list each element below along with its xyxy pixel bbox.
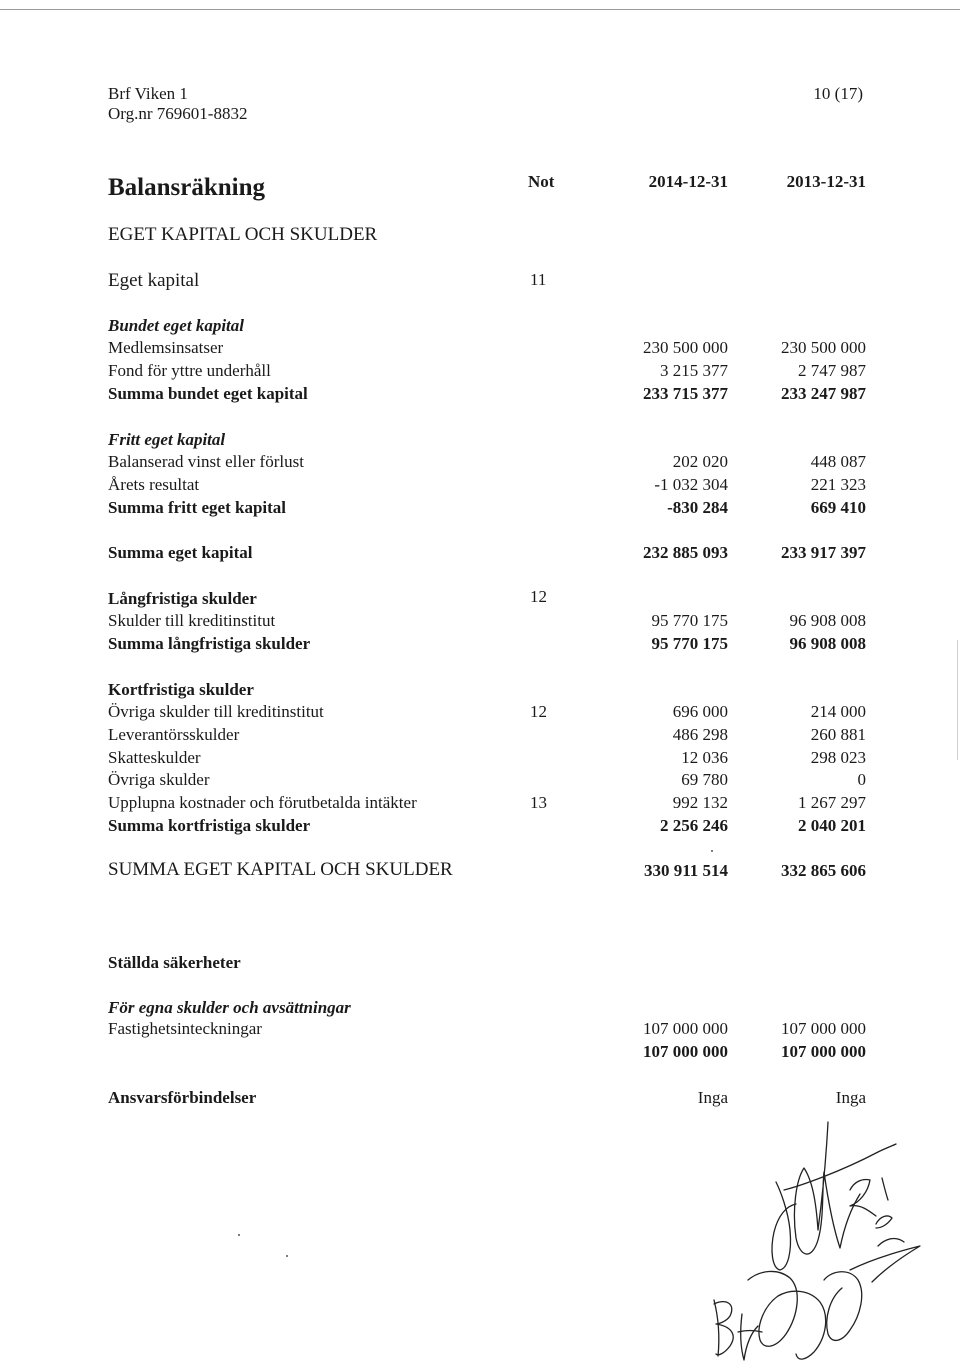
row-value-2014: 69 780 [681,770,728,789]
sum-value-2014: 232 885 093 [643,543,728,562]
row-value-2013: 221 323 [810,475,866,494]
row-value-2013: 96 908 008 [789,611,866,630]
page-title: Balansräkning [108,174,266,201]
row-value-2013: 298 023 [810,748,866,767]
ansvar-value-2013: Inga [835,1088,866,1107]
org-number: Org.nr 769601-8832 [108,104,248,123]
scan-right-edge [957,640,958,760]
fritt-heading: Fritt eget kapital [108,430,226,449]
org-name: Brf Viken 1 [108,84,188,103]
row-label: Skatteskulder [108,748,201,767]
row-value-2013: 1 267 297 [798,793,866,812]
stallda-sub-heading: För egna skulder och avsättningar [108,998,351,1017]
handwritten-signature [700,1120,930,1370]
column-header-not: Not [528,172,555,191]
row-value-2013: 107 000 000 [781,1019,866,1038]
row-value-2014: 107 000 000 [643,1019,728,1038]
section-title: EGET KAPITAL OCH SKULDER [108,224,378,245]
langfristiga-note: 12 [530,587,547,606]
eget-kapital-note: 11 [530,270,547,289]
sum-value-2013: 2 040 201 [798,816,866,835]
row-value-2014: 3 215 377 [660,361,728,380]
kortfristiga-heading: Kortfristiga skulder [108,680,254,699]
row-label: Övriga skulder till kreditinstitut [108,702,324,721]
total-value-2014: 330 911 514 [643,861,728,880]
row-label: Fond för yttre underhåll [108,361,271,380]
sum-label: Summa eget kapital [108,543,253,562]
row-value-2013: 214 000 [810,702,866,721]
sum-value-2013: 669 410 [810,498,866,517]
scan-speck [238,1234,240,1236]
row-value-2014: 12 036 [681,748,728,767]
row-label: Upplupna kostnader och förutbetalda intäkter [108,793,417,812]
sum-label: Summa fritt eget kapital [108,498,287,517]
sum-value-2014: -830 284 [667,498,728,517]
row-value-2014: 486 298 [672,725,728,744]
sum-value-2013: 233 917 397 [781,543,866,562]
row-label: Skulder till kreditinstitut [108,611,276,630]
row-value-2014: -1 032 304 [654,475,728,494]
scan-speck [286,1255,288,1257]
row-value-2014: 95 770 175 [651,611,728,630]
row-value-2014: 992 132 [672,793,728,812]
row-value-2013: 2 747 987 [798,361,866,380]
sum-value-2014: 95 770 175 [651,634,728,653]
row-label: Balanserad vinst eller förlust [108,452,304,471]
row-note: 13 [530,793,547,812]
ansvar-label: Ansvarsförbindelser [108,1088,257,1107]
eget-kapital-heading: Eget kapital [108,270,200,291]
bundet-heading: Bundet eget kapital [108,316,244,335]
sum-label: Summa långfristiga skulder [108,634,311,653]
column-header-2014: 2014-12-31 [648,172,728,191]
scan-speck [711,850,713,852]
row-label: Övriga skulder [108,770,210,789]
row-value-2013: 260 881 [810,725,866,744]
row-value-2013: 0 [857,770,866,789]
page-number: 10 (17) [813,84,863,103]
total-value-2013: 332 865 606 [781,861,866,880]
column-header-2013: 2013-12-31 [786,172,866,191]
row-value-2013: 230 500 000 [781,338,866,357]
row-label: Årets resultat [108,475,200,494]
sum-value-2013: 96 908 008 [789,634,866,653]
row-note: 12 [530,702,547,721]
ansvar-value-2014: Inga [697,1088,728,1107]
sum-value-2014: 107 000 000 [643,1042,728,1061]
row-value-2014: 202 020 [672,452,728,471]
row-label: Leverantörsskulder [108,725,240,744]
row-label: Fastighetsinteckningar [108,1019,262,1038]
sum-label: Summa kortfristiga skulder [108,816,311,835]
scan-top-edge [0,9,960,10]
row-value-2014: 696 000 [672,702,728,721]
sum-value-2014: 233 715 377 [643,384,728,403]
sum-value-2013: 107 000 000 [781,1042,866,1061]
sum-value-2013: 233 247 987 [781,384,866,403]
row-value-2013: 448 087 [810,452,866,471]
sum-value-2014: 2 256 246 [660,816,728,835]
stallda-heading: Ställda säkerheter [108,953,241,972]
row-label: Medlemsinsatser [108,338,224,357]
total-label: SUMMA EGET KAPITAL OCH SKULDER [108,859,453,880]
sum-label: Summa bundet eget kapital [108,384,308,403]
row-value-2014: 230 500 000 [643,338,728,357]
langfristiga-heading: Långfristiga skulder [108,589,257,608]
